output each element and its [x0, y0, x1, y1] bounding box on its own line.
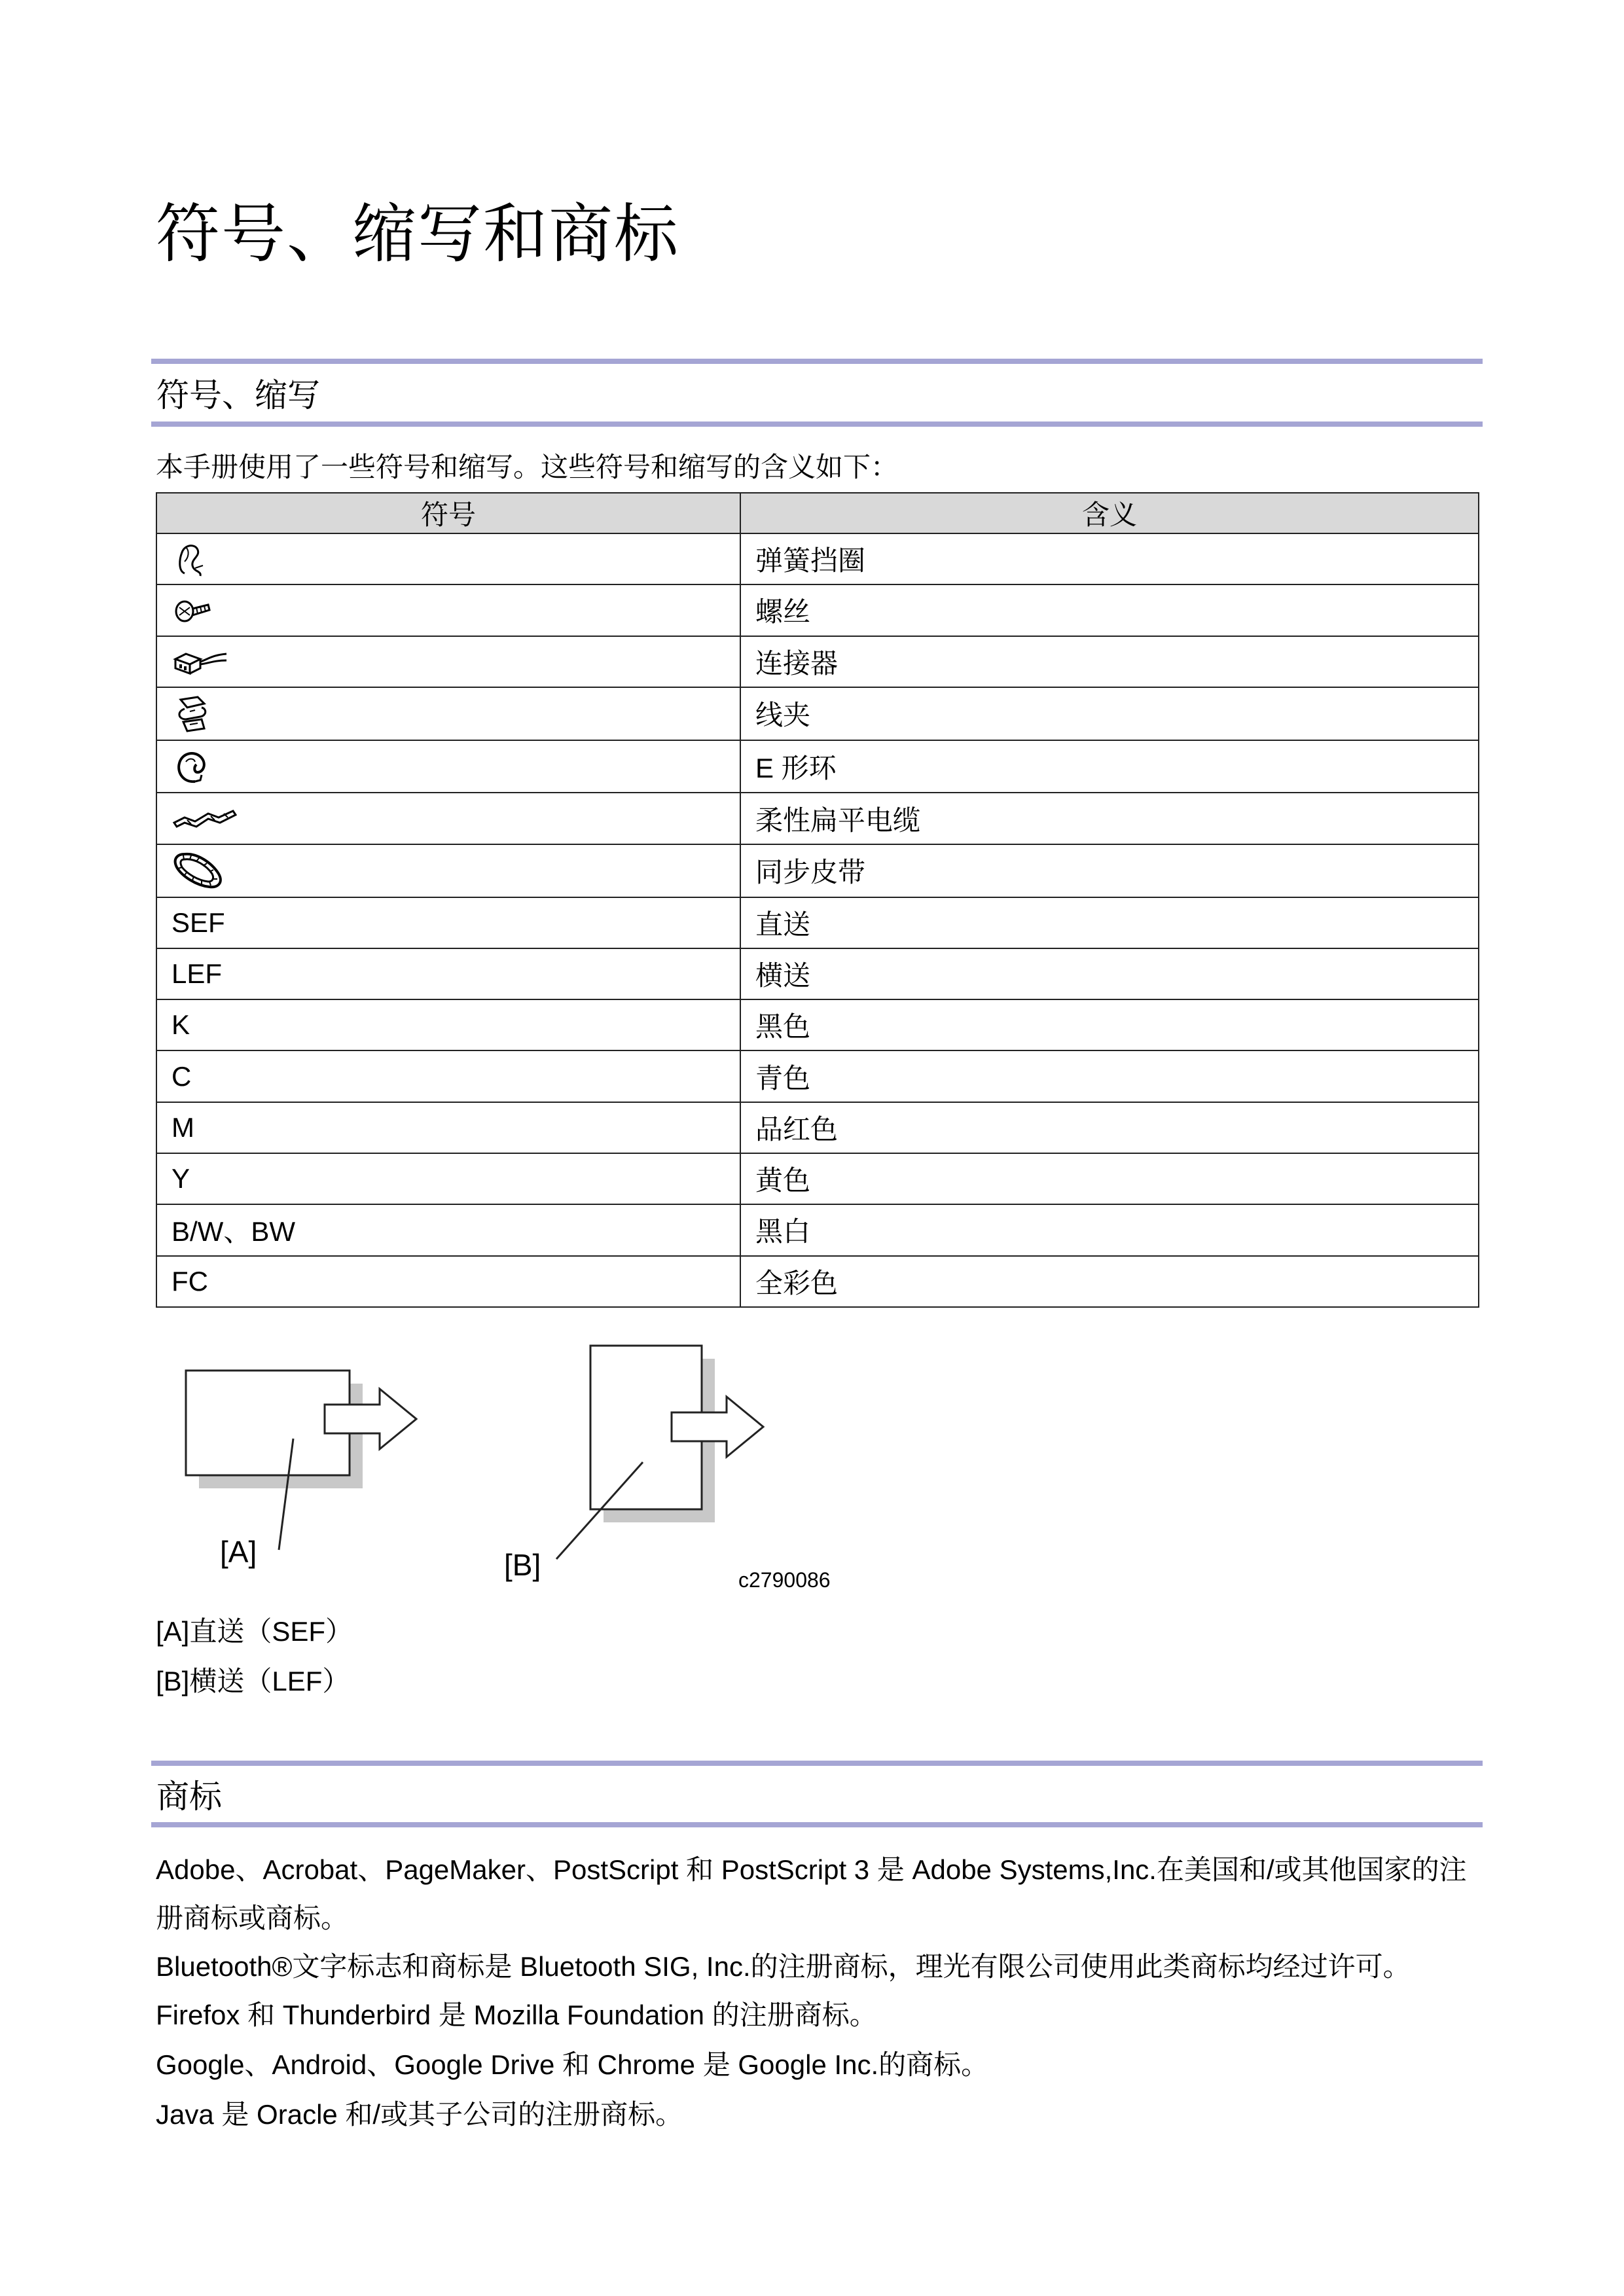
- symbol-cell: [156, 844, 740, 897]
- header-symbol: 符号: [156, 493, 740, 533]
- meaning-cell: 青色: [740, 1050, 1479, 1102]
- trademark-paragraph: Bluetooth®文字标志和商标是 Bluetooth SIG, Inc.的注册商标，理光有限公司使用此类商标均经过许可。: [156, 1951, 1411, 1982]
- intro-text: 本手册使用了一些符号和缩写。这些符号和缩写的含义如下：: [156, 451, 899, 483]
- symbol-cell: LEF: [156, 948, 740, 999]
- table-row: [156, 1256, 1479, 1307]
- trademark-paragraph: Java 是 Oracle 和/或其子公司的注册商标。: [156, 2099, 683, 2130]
- table-row: [156, 844, 1479, 897]
- table-row: [156, 793, 1479, 844]
- meaning-cell: 黑白: [740, 1204, 1479, 1255]
- symbol-cell: FC: [156, 1256, 740, 1307]
- e-ring-icon: [171, 746, 211, 787]
- table-row: [156, 584, 1479, 636]
- symbol-cell: SEF: [156, 897, 740, 948]
- timing-belt-icon: [171, 850, 224, 891]
- meaning-cell: 柔性扁平电缆: [740, 793, 1479, 844]
- table-row: [156, 533, 1479, 584]
- symbol-cell: Y: [156, 1153, 740, 1204]
- meaning-cell: 横送: [740, 948, 1479, 999]
- table-row: [156, 1050, 1479, 1102]
- table-row: [156, 897, 1479, 948]
- meaning-cell: 连接器: [740, 636, 1479, 687]
- symbol-cell: [156, 687, 740, 740]
- symbol-cell: B/W、BW: [156, 1204, 740, 1255]
- symbol-cell: [156, 636, 740, 687]
- figure-label-b: [B]: [504, 1548, 541, 1582]
- screw-icon: [171, 590, 213, 630]
- section-heading-trademarks: [151, 1761, 1483, 1827]
- trademark-paragraph: Adobe、Acrobat、PageMaker、PostScript 和 PostScript 3 是 Adobe Systems,Inc.在美国和/或其他国家的注册商标或商标。: [156, 1854, 1467, 1933]
- table-row: [156, 1204, 1479, 1255]
- sef-diagram: [186, 1371, 416, 1550]
- symbol-cell: [156, 533, 740, 584]
- caption-lef: [B]横送（LEF）: [156, 1666, 350, 1696]
- meaning-cell: 全彩色: [740, 1256, 1479, 1307]
- symbol-cell: K: [156, 999, 740, 1050]
- meaning-cell: 直送: [740, 897, 1479, 948]
- meaning-cell: 螺丝: [740, 584, 1479, 636]
- meaning-cell: 黄色: [740, 1153, 1479, 1204]
- trademark-paragraph: Google、Android、Google Drive 和 Chrome 是 Google Inc.的商标。: [156, 2049, 989, 2080]
- section-title: 商标: [156, 1778, 222, 1816]
- meaning-cell: E 形环: [740, 740, 1479, 793]
- flat-cable-icon: [171, 804, 237, 833]
- table-row: [156, 948, 1479, 999]
- section-title: 符号、缩写: [156, 376, 320, 414]
- meaning-cell: 弹簧挡圈: [740, 533, 1479, 584]
- table-row: [156, 1102, 1479, 1153]
- symbol-cell: [156, 584, 740, 636]
- header-meaning: 含义: [740, 493, 1479, 533]
- table-row: [156, 1153, 1479, 1204]
- table-row: [156, 740, 1479, 793]
- figure-code: c2790086: [738, 1568, 831, 1592]
- trademark-paragraph: Firefox 和 Thunderbird 是 Mozilla Foundation 的注册商标。: [156, 2000, 877, 2030]
- page-title: 符号、缩写和商标: [156, 197, 680, 272]
- table-header-row: [156, 493, 1479, 533]
- figure-label-a: [A]: [220, 1535, 257, 1569]
- wire-clamp-icon: [171, 693, 213, 734]
- symbol-cell: C: [156, 1050, 740, 1102]
- table-row: [156, 636, 1479, 687]
- section-heading-abbrev: [151, 359, 1483, 427]
- connector-icon: [171, 642, 230, 681]
- caption-sef: [A]直送（SEF）: [156, 1616, 353, 1647]
- meaning-cell: 黑色: [740, 999, 1479, 1050]
- meaning-cell: 同步皮带: [740, 844, 1479, 897]
- symbol-cell: [156, 740, 740, 793]
- symbols-table: [156, 492, 1479, 1308]
- table-row: [156, 687, 1479, 740]
- symbol-cell: [156, 793, 740, 844]
- lef-diagram: [556, 1346, 763, 1559]
- symbol-cell: M: [156, 1102, 740, 1153]
- table-row: [156, 999, 1479, 1050]
- meaning-cell: 品红色: [740, 1102, 1479, 1153]
- spring-clip-icon: [171, 539, 211, 579]
- meaning-cell: 线夹: [740, 687, 1479, 740]
